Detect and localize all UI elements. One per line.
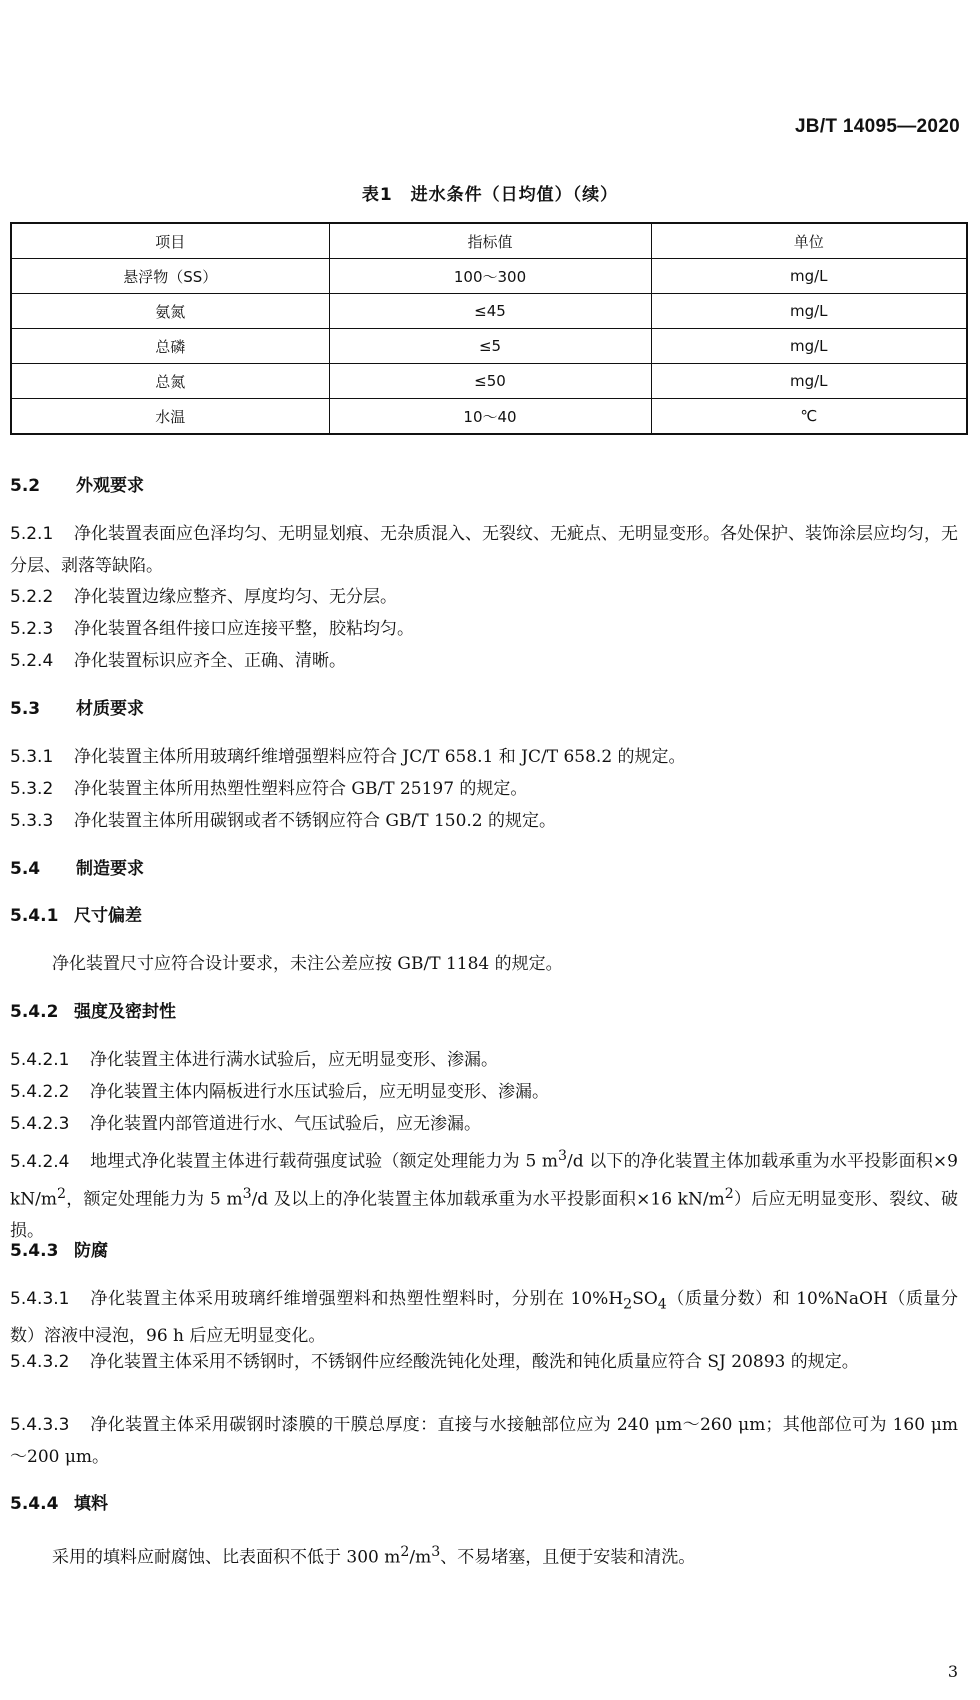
subscript: 4 xyxy=(657,1296,667,1313)
clause-5-4-3-1 xyxy=(10,1283,958,1352)
section-title: 强度及密封性 xyxy=(74,1002,176,1022)
section-number: 5.4.4 xyxy=(10,1494,59,1514)
section-number: 5.4.3 xyxy=(10,1241,59,1261)
clause-text: 净化装置主体采用不锈钢时，不锈钢件应经酸洗钝化处理，酸洗和钝化质量应符合 SJ 20893 的规定。 xyxy=(90,1352,859,1372)
clause-text: 净化装置主体所用玻璃纤维增强塑料应符合 JC/T 658.1 和 JC/T 658.2 的规定。 xyxy=(74,747,686,767)
clause-number: 5.4.2.4 xyxy=(10,1151,70,1172)
clause-5-4-2-4 xyxy=(10,1140,958,1247)
standard-code: JB/T 14095—2020 xyxy=(794,116,960,137)
clause-text: （质量分数）和 10%NaOH（质量分数）溶液中浸泡，96 h 后应无明显变化。 xyxy=(10,1289,958,1347)
clause-text: ）后应无明显变形、裂纹、破损。 xyxy=(10,1189,958,1242)
clause-number: 5.3.3 xyxy=(10,811,54,831)
clause-text: 地埋式净化装置主体进行载荷强度试验（额定处理能力为 5 m xyxy=(90,1151,558,1172)
clause-5-2-4 xyxy=(10,645,958,677)
table-header-row xyxy=(11,223,967,259)
table-cell: mg/L xyxy=(651,329,967,364)
section-title: 制造要求 xyxy=(76,859,144,879)
clause-number: 5.2.4 xyxy=(10,651,54,671)
column-header: 单位 xyxy=(651,223,967,259)
clause-text: ，额定处理能力为 5 m xyxy=(66,1189,243,1210)
clause-number: 5.3.2 xyxy=(10,779,54,799)
section-title: 材质要求 xyxy=(76,699,144,719)
table-cell: 氨氮 xyxy=(11,294,329,329)
clause-5-2-2 xyxy=(10,581,958,613)
clause-text: /d 以下的净化装置主体加载承重为水平投影面积×9 kN/m xyxy=(10,1151,958,1210)
clause-number: 5.2.1 xyxy=(10,524,54,544)
table-cell: mg/L xyxy=(651,364,967,399)
superscript: 3 xyxy=(431,1544,441,1560)
clause-number: 5.4.3.2 xyxy=(10,1352,70,1372)
clause-text: 净化装置主体进行满水试验后，应无明显变形、渗漏。 xyxy=(90,1050,498,1070)
water-inlet-conditions-table xyxy=(10,222,968,435)
clause-text: 净化装置主体所用热塑性塑料应符合 GB/T 25197 的规定。 xyxy=(74,779,528,799)
column-header: 指标值 xyxy=(329,223,651,259)
section-number: 5.3 xyxy=(10,699,41,719)
section-5-2-heading xyxy=(10,470,958,502)
table-row xyxy=(11,329,967,364)
clause-5-2-1 xyxy=(10,518,958,582)
table-title: 表1 进水条件（日均值）（续） xyxy=(361,185,619,205)
clause-5-4-4-text xyxy=(10,1536,980,1574)
clause-text: 采用的填料应耐腐蚀、比表面积不低于 300 m xyxy=(52,1547,401,1568)
clause-number: 5.2.3 xyxy=(10,619,54,639)
section-5-4-2-heading xyxy=(10,996,958,1028)
table-cell: ≤50 xyxy=(329,364,651,399)
table-row xyxy=(11,399,967,435)
clause-5-4-2-2 xyxy=(10,1076,958,1108)
clause-text: 净化装置主体所用碳钢或者不锈钢应符合 GB/T 150.2 的规定。 xyxy=(74,811,557,831)
section-title: 防腐 xyxy=(74,1241,108,1261)
clause-5-3-2 xyxy=(10,773,958,805)
clause-text: 净化装置主体采用碳钢时漆膜的干膜总厚度：直接与水接触部位应为 240 μm～260 μm；其他部位可为 160 μm～200 μm。 xyxy=(10,1415,958,1467)
clause-text: 净化装置表面应色泽均匀、无明显划痕、无杂质混入、无裂纹、无疵点、无明显变形。各处保护、装饰涂层应均匀，无分层、剥落等缺陷。 xyxy=(10,524,958,576)
section-5-3-heading xyxy=(10,693,958,725)
clause-text: 净化装置主体内隔板进行水压试验后，应无明显变形、渗漏。 xyxy=(90,1082,549,1102)
table-cell: ℃ xyxy=(651,399,967,435)
clause-5-4-2-1 xyxy=(10,1044,958,1076)
clause-text: SO xyxy=(632,1289,658,1309)
section-5-4-4-heading xyxy=(10,1488,958,1520)
superscript: 2 xyxy=(57,1185,67,1202)
table-cell: 总磷 xyxy=(11,329,329,364)
subscript: 2 xyxy=(623,1296,633,1313)
table-row xyxy=(11,294,967,329)
column-header: 项目 xyxy=(11,223,329,259)
clause-text: 净化装置标识应齐全、正确、清晰。 xyxy=(74,651,346,671)
superscript: 2 xyxy=(724,1185,734,1202)
table-cell: mg/L xyxy=(651,259,967,294)
clause-number: 5.4.2.2 xyxy=(10,1082,70,1102)
section-title: 尺寸偏差 xyxy=(74,906,142,926)
section-number: 5.2 xyxy=(10,476,41,496)
clause-text: /m xyxy=(409,1547,432,1568)
table-row xyxy=(11,259,967,294)
clause-5-4-3-2 xyxy=(10,1346,958,1378)
table-cell: ≤45 xyxy=(329,294,651,329)
clause-text: 净化装置各组件接口应连接平整，胶粘均匀。 xyxy=(74,619,414,639)
clause-number: 5.4.2.3 xyxy=(10,1114,70,1134)
clause-text: 净化装置内部管道进行水、气压试验后，应无渗漏。 xyxy=(90,1114,481,1134)
table-cell: 总氮 xyxy=(11,364,329,399)
section-title: 填料 xyxy=(74,1494,108,1514)
page-number: 3 xyxy=(947,1662,958,1681)
clause-5-4-3-3 xyxy=(10,1409,958,1473)
clause-5-4-2-3 xyxy=(10,1108,958,1140)
clause-5-3-3 xyxy=(10,805,958,837)
clause-5-2-3 xyxy=(10,613,958,645)
clause-5-4-1-text: 净化装置尺寸应符合设计要求，未注公差应按 GB/T 1184 的规定。 xyxy=(52,954,563,974)
clause-number: 5.2.2 xyxy=(10,587,54,607)
table-cell: 100～300 xyxy=(329,259,651,294)
superscript: 2 xyxy=(400,1544,410,1560)
table-cell: 悬浮物（SS） xyxy=(11,259,329,294)
section-5-4-3-heading xyxy=(10,1235,958,1267)
clause-text: 净化装置边缘应整齐、厚度均匀、无分层。 xyxy=(74,587,397,607)
table-cell: 水温 xyxy=(11,399,329,435)
clause-number: 5.4.2.1 xyxy=(10,1050,70,1070)
section-5-4-heading xyxy=(10,853,958,885)
superscript: 3 xyxy=(557,1148,567,1164)
superscript: 3 xyxy=(242,1185,252,1202)
clause-number: 5.3.1 xyxy=(10,747,54,767)
section-number: 5.4.2 xyxy=(10,1002,59,1022)
table-cell: ≤5 xyxy=(329,329,651,364)
section-5-4-1-heading xyxy=(10,900,958,932)
table-cell: 10～40 xyxy=(329,399,651,435)
clause-text: 净化装置主体采用玻璃纤维增强塑料和热塑性塑料时，分别在 10%H xyxy=(90,1289,624,1309)
clause-number: 5.4.3.3 xyxy=(10,1415,70,1435)
table-row xyxy=(11,364,967,399)
clause-5-3-1 xyxy=(10,741,958,773)
clause-text: 、不易堵塞，且便于安装和清洗。 xyxy=(440,1547,696,1568)
section-number: 5.4.1 xyxy=(10,906,59,926)
clause-number: 5.4.3.1 xyxy=(10,1289,70,1309)
section-title: 外观要求 xyxy=(76,476,144,496)
table-cell: mg/L xyxy=(651,294,967,329)
section-number: 5.4 xyxy=(10,859,41,879)
clause-text: /d 及以上的净化装置主体加载承重为水平投影面积×16 kN/m xyxy=(251,1189,725,1210)
